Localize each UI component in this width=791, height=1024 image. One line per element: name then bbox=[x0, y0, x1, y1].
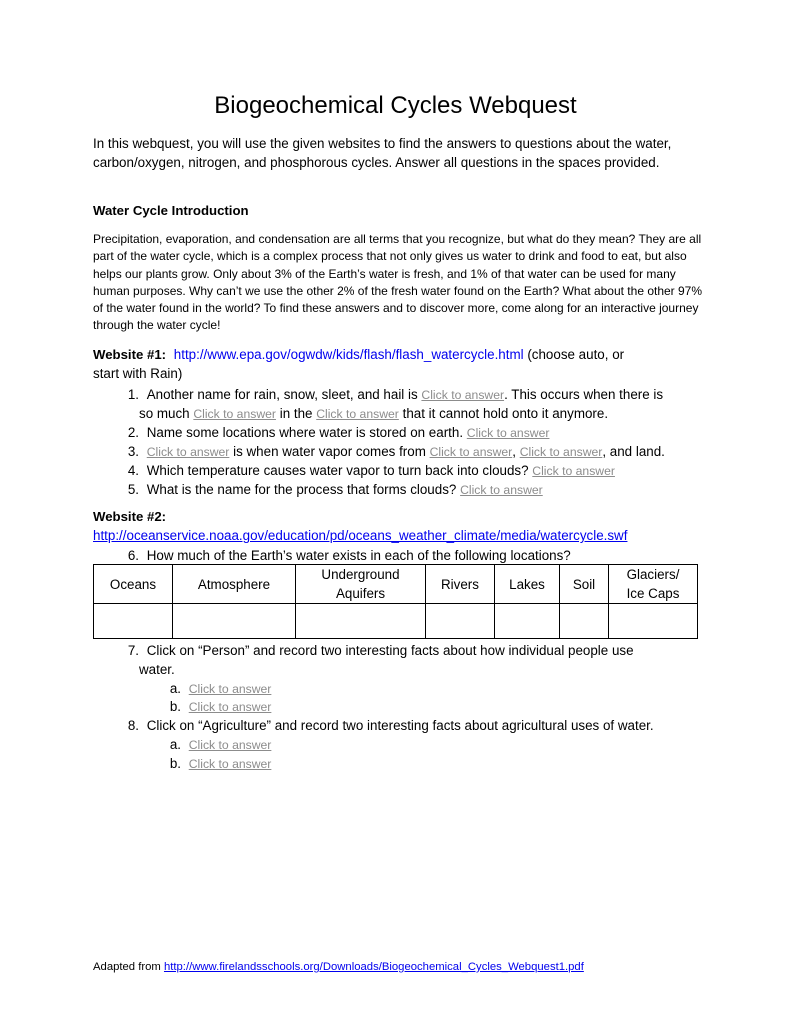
question-8b bbox=[139, 754, 271, 774]
answer-cell-lakes[interactable] bbox=[495, 604, 560, 639]
answer-cell-atmosphere[interactable] bbox=[173, 604, 296, 639]
table-answer-row bbox=[94, 604, 698, 639]
header-lakes: Lakes bbox=[495, 565, 560, 604]
answer-cell-oceans[interactable] bbox=[94, 604, 173, 639]
question-8 bbox=[93, 716, 654, 735]
website1-note: (choose auto, or bbox=[527, 347, 625, 362]
question-1-cont bbox=[139, 404, 608, 424]
question-number: 1. bbox=[127, 387, 139, 402]
question-text: Click on “Person” and record two interesting facts about how individual people use bbox=[146, 643, 634, 658]
header-underground-aquifers bbox=[296, 565, 426, 604]
sub-letter: a. bbox=[169, 681, 181, 696]
answer-field[interactable]: Click to answer bbox=[466, 426, 550, 440]
question-5 bbox=[93, 480, 543, 500]
water-cycle-paragraph: Precipitation, evaporation, and condensation are all terms that you recognize, but what do they mean? They are all part of the water cycle, which is a complex process that not only gives us water to drink and food to eat, but also helps our plants grow. Only about 3% of the Earth’s water is fresh, and 1% of that water can be used for many human purposes. Why can’t we use the other 2% of the fresh water found on the Earth? What about the other 97% of the water found in the world? To find these answers and to discover more, come along for an interactive journey through the water cycle! bbox=[93, 232, 703, 333]
answer-field[interactable]: Click to answer bbox=[193, 407, 276, 421]
sub-letter: b. bbox=[169, 756, 181, 771]
header-text: Ice Caps bbox=[626, 586, 680, 601]
question-7b bbox=[139, 697, 271, 717]
question-7 bbox=[93, 641, 634, 660]
question-text: Click on “Agriculture” and record two interesting facts about agricultural uses of water. bbox=[146, 718, 654, 733]
answer-cell-glaciers-ice-caps[interactable] bbox=[609, 604, 698, 639]
header-atmosphere: Atmosphere bbox=[173, 565, 296, 604]
intro-paragraph: In this webquest, you will use the given websites to find the answers to questions about the water, carbon/oxygen, nitrogen, and phosphorous cycles. Answer all questions in the spaces provided. bbox=[93, 136, 672, 170]
question-8a bbox=[139, 735, 271, 755]
footer-link[interactable]: http://www.firelandsschools.org/Downloads/Biogeochemical_Cycles_Webquest1.pdf bbox=[163, 961, 584, 973]
header-soil: Soil bbox=[560, 565, 609, 604]
answer-cell-rivers[interactable] bbox=[426, 604, 495, 639]
answer-field[interactable]: Click to answer bbox=[188, 757, 272, 771]
question-text: in the bbox=[279, 406, 313, 421]
website2-link[interactable]: http://oceanservice.noaa.gov/education/pd/oceans_weather_climate/media/watercycle.swf bbox=[93, 528, 628, 543]
question-text: so much bbox=[139, 406, 190, 421]
website1-label: Website #1: bbox=[93, 347, 167, 362]
question-6 bbox=[93, 546, 571, 565]
question-text: Name some locations where water is stored on earth. bbox=[146, 425, 464, 440]
page-title: Biogeochemical Cycles Webquest bbox=[214, 92, 577, 119]
question-text: What is the name for the process that forms clouds? bbox=[146, 482, 457, 497]
question-3 bbox=[93, 442, 665, 462]
question-number: 4. bbox=[127, 463, 139, 478]
water-distribution-table bbox=[93, 564, 698, 639]
question-1 bbox=[93, 385, 663, 405]
question-number: 2. bbox=[127, 425, 139, 440]
answer-field[interactable]: Click to answer bbox=[188, 700, 272, 714]
question-text: , and land. bbox=[602, 444, 665, 459]
question-7-cont: water. bbox=[139, 662, 175, 677]
question-number: 3. bbox=[127, 444, 139, 459]
question-text: How much of the Earth’s water exists in each of the following locations? bbox=[146, 548, 571, 563]
question-text: . This occurs when there is bbox=[504, 387, 664, 402]
question-number: 7. bbox=[127, 643, 139, 658]
footer-attribution bbox=[93, 961, 584, 973]
question-2 bbox=[93, 423, 549, 443]
question-text: is when water vapor comes from bbox=[233, 444, 426, 459]
answer-field[interactable]: Click to answer bbox=[146, 445, 230, 459]
answer-field[interactable]: Click to answer bbox=[316, 407, 399, 421]
question-number: 5. bbox=[127, 482, 139, 497]
header-rivers: Rivers bbox=[426, 565, 495, 604]
website1-link[interactable]: http://www.epa.gov/ogwdw/kids/flash/flash_watercycle.html bbox=[173, 347, 524, 362]
question-text: Another name for rain, snow, sleet, and hail is bbox=[146, 387, 418, 402]
answer-field[interactable]: Click to answer bbox=[429, 445, 513, 459]
answer-cell-soil[interactable] bbox=[560, 604, 609, 639]
question-7a bbox=[139, 679, 271, 699]
answer-field[interactable]: Click to answer bbox=[519, 445, 603, 459]
footer-prefix: Adapted from bbox=[93, 961, 161, 973]
header-text: Glaciers/ bbox=[626, 567, 680, 582]
answer-field[interactable]: Click to answer bbox=[421, 388, 505, 402]
question-text: that it cannot hold onto it anymore. bbox=[402, 406, 609, 421]
question-number: 8. bbox=[127, 718, 139, 733]
question-text: Which temperature causes water vapor to turn back into clouds? bbox=[146, 463, 529, 478]
table-header-row bbox=[94, 565, 698, 604]
header-text: Underground bbox=[321, 567, 400, 582]
question-text: , bbox=[512, 444, 516, 459]
sub-letter: a. bbox=[169, 737, 181, 752]
question-4 bbox=[93, 461, 615, 481]
question-number: 6. bbox=[127, 548, 139, 563]
website2-label: Website #2: bbox=[93, 509, 167, 524]
answer-field[interactable]: Click to answer bbox=[188, 682, 272, 696]
header-oceans: Oceans bbox=[94, 565, 173, 604]
website1-note-cont: start with Rain) bbox=[93, 366, 183, 381]
answer-field[interactable]: Click to answer bbox=[188, 738, 272, 752]
answer-field[interactable]: Click to answer bbox=[460, 483, 543, 497]
header-glaciers-ice-caps bbox=[609, 565, 698, 604]
water-cycle-heading: Water Cycle Introduction bbox=[93, 203, 249, 218]
answer-field[interactable]: Click to answer bbox=[532, 464, 615, 478]
website1-line bbox=[93, 347, 624, 362]
answer-cell-underground-aquifers[interactable] bbox=[296, 604, 426, 639]
sub-letter: b. bbox=[169, 699, 181, 714]
header-text: Aquifers bbox=[335, 586, 386, 601]
